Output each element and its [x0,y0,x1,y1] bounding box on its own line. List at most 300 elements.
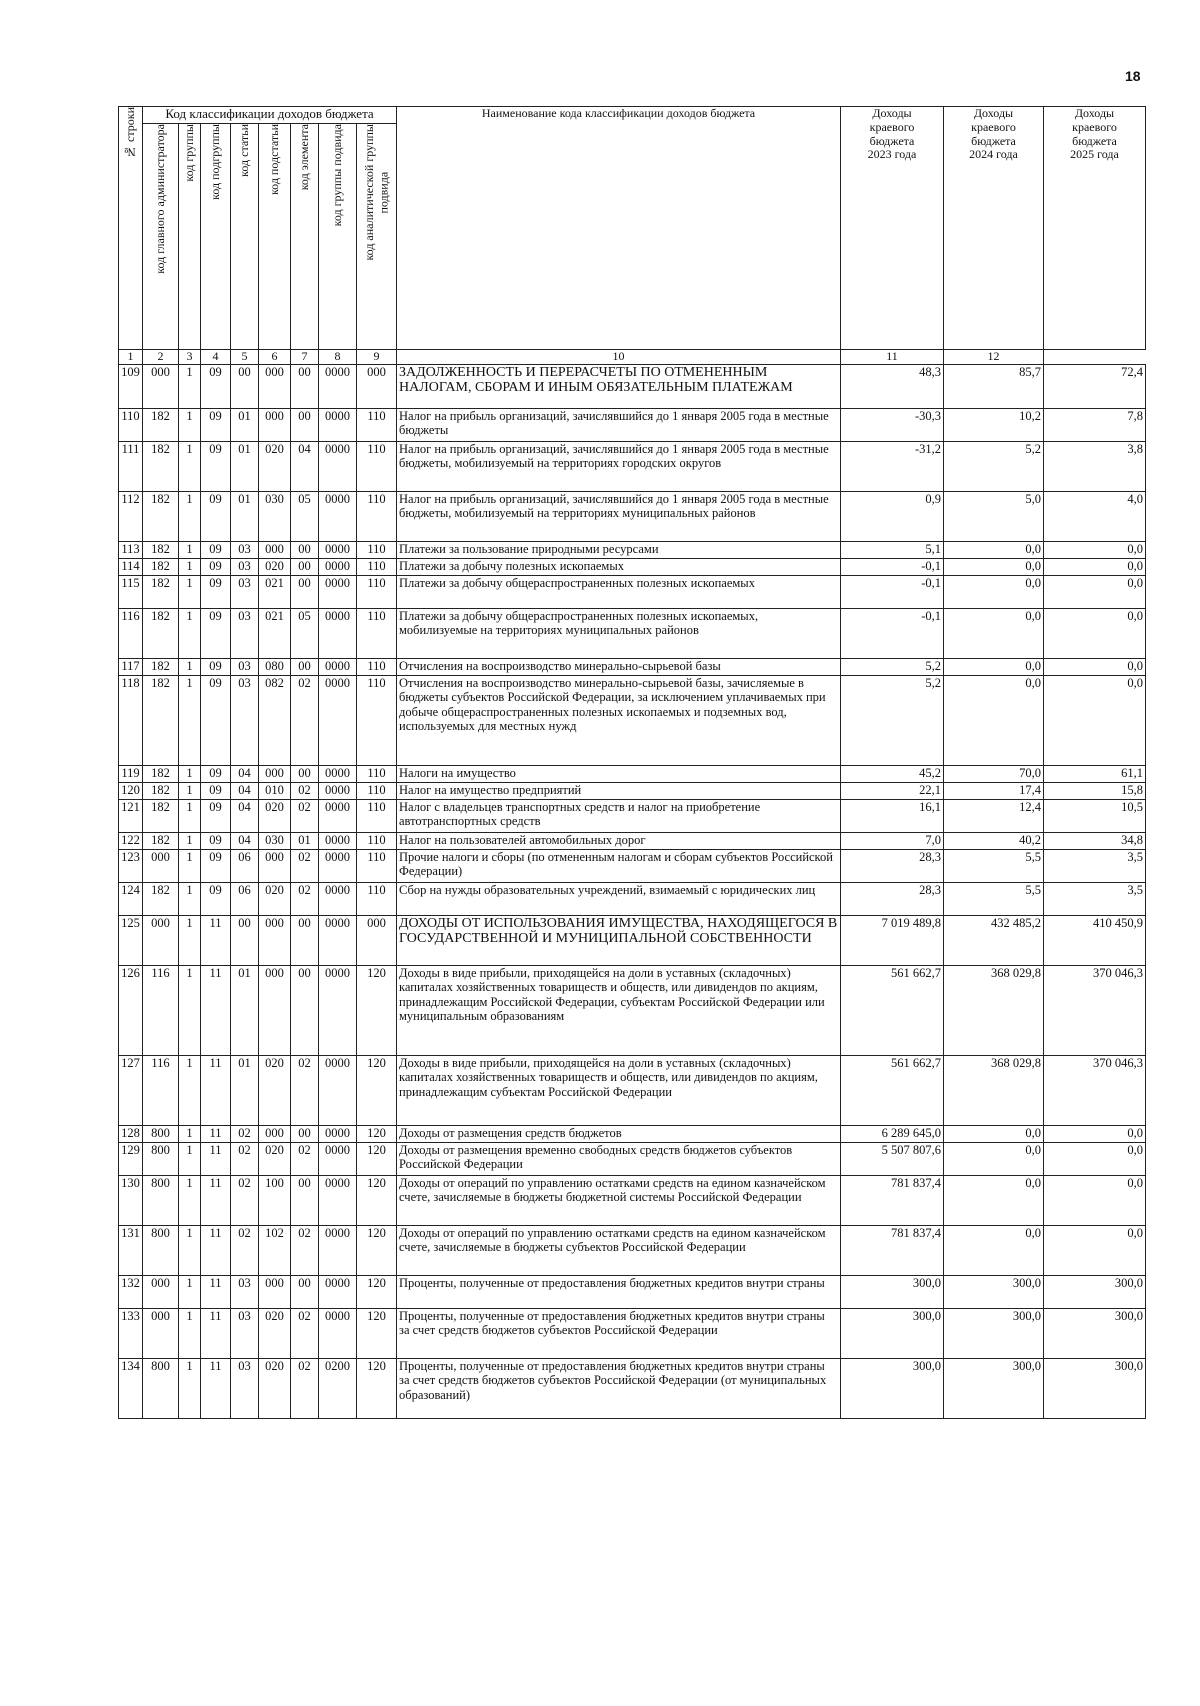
income-2023: 781 837,4 [841,1175,944,1225]
row-name: Проценты, полученные от предоставления бюджетных кредитов внутри страны за счет средств бюджетов субъектов Российской Федерации [397,1308,841,1358]
code-group: 1 [179,1358,201,1418]
income-2025: 10,5 [1044,799,1146,832]
row-number: 129 [119,1142,143,1175]
code-group: 1 [179,965,201,1055]
table-row [119,541,1146,558]
row-number: 112 [119,491,143,541]
code-article: 03 [231,1308,259,1358]
code-subgroup: 09 [201,541,231,558]
income-2024: 0,0 [944,1125,1044,1142]
code-article: 03 [231,1275,259,1308]
row-number: 123 [119,849,143,882]
code-subarticle: 020 [259,1055,291,1125]
income-2024: 0,0 [944,1225,1044,1275]
row-name: Платежи за добычу общераспространенных полезных ископаемых, мобилизуемые на территориях муниципальных районов [397,608,841,658]
code-subgroup: 09 [201,832,231,849]
income-2023: 5 507 807,6 [841,1142,944,1175]
column-number: 4 [201,350,231,365]
code-article: 03 [231,608,259,658]
row-name: Налог на прибыль организаций, зачислявшийся до 1 января 2005 года в местные бюджеты, мобилизуемый на территориях муниципальных районов [397,491,841,541]
row-number: 130 [119,1175,143,1225]
code-analytic-group: 110 [357,658,397,675]
table-row [119,675,1146,765]
code-element: 02 [291,1358,319,1418]
code-subarticle: 030 [259,832,291,849]
code-article: 02 [231,1125,259,1142]
income-2024: 300,0 [944,1308,1044,1358]
code-analytic-group: 110 [357,441,397,491]
table-row [119,832,1146,849]
code-article: 06 [231,882,259,915]
income-2023: 300,0 [841,1275,944,1308]
code-article: 01 [231,441,259,491]
code-subtype-group: 0000 [319,799,357,832]
table-row [119,1175,1146,1225]
code-subtype-group: 0000 [319,441,357,491]
code-subtype-group: 0000 [319,364,357,408]
income-2024: 0,0 [944,675,1044,765]
income-2025: 7,8 [1044,408,1146,441]
code-admin: 800 [143,1175,179,1225]
code-element: 05 [291,608,319,658]
code-analytic-group: 120 [357,1055,397,1125]
column-number: 9 [357,350,397,365]
code-admin: 182 [143,832,179,849]
column-number: 5 [231,350,259,365]
code-element: 04 [291,441,319,491]
code-subgroup: 09 [201,575,231,608]
table-row [119,915,1146,965]
code-analytic-group: 110 [357,882,397,915]
code-subtype-group: 0000 [319,915,357,965]
income-2025: 3,8 [1044,441,1146,491]
code-article: 04 [231,799,259,832]
code-group: 1 [179,575,201,608]
income-2024: 5,2 [944,441,1044,491]
income-2025: 15,8 [1044,782,1146,799]
code-element: 00 [291,1175,319,1225]
code-subarticle: 080 [259,658,291,675]
table-row [119,849,1146,882]
table-row [119,1055,1146,1125]
table-row [119,1142,1146,1175]
income-2023: 48,3 [841,364,944,408]
code-analytic-group: 120 [357,1175,397,1225]
code-group: 1 [179,1275,201,1308]
income-2025: 0,0 [1044,1175,1146,1225]
code-group: 1 [179,849,201,882]
column-number: 1 [119,350,143,365]
income-2024: 368 029,8 [944,965,1044,1055]
code-subarticle: 020 [259,441,291,491]
row-number: 125 [119,915,143,965]
income-2025: 370 046,3 [1044,1055,1146,1125]
code-subarticle: 020 [259,882,291,915]
code-subtype-group: 0000 [319,1175,357,1225]
code-subarticle: 000 [259,915,291,965]
code-subtype-group: 0000 [319,658,357,675]
income-2024: 300,0 [944,1358,1044,1418]
income-2025: 72,4 [1044,364,1146,408]
row-name: Доходы от операций по управлению остатками средств на едином казначейском счете, зачисляемые в бюджеты бюджетной системы Российской Федерации [397,1175,841,1225]
page-number: 18 [1125,68,1141,84]
code-subgroup: 09 [201,608,231,658]
code-article: 01 [231,1055,259,1125]
income-2023: 781 837,4 [841,1225,944,1275]
table-row [119,441,1146,491]
row-name: Прочие налоги и сборы (по отмененным налогам и сборам субъектов Российской Федерации) [397,849,841,882]
income-2023: 7 019 489,8 [841,915,944,965]
column-number: 10 [397,350,841,365]
code-analytic-group: 120 [357,1142,397,1175]
code-subtype-group: 0000 [319,832,357,849]
income-2025: 4,0 [1044,491,1146,541]
table-row [119,608,1146,658]
income-2025: 370 046,3 [1044,965,1146,1055]
row-name: Платежи за пользование природными ресурсами [397,541,841,558]
income-2023: 22,1 [841,782,944,799]
header-code-subarticle: код подстатьи [259,124,291,350]
table-row [119,765,1146,782]
income-2024: 5,5 [944,882,1044,915]
income-2023: -0,1 [841,575,944,608]
code-subtype-group: 0000 [319,882,357,915]
income-2023: 5,2 [841,675,944,765]
table-row [119,364,1146,408]
code-subarticle: 020 [259,558,291,575]
code-subtype-group: 0200 [319,1358,357,1418]
column-number: 3 [179,350,201,365]
income-2025: 0,0 [1044,1225,1146,1275]
row-name: Налог на пользователей автомобильных дорог [397,832,841,849]
code-admin: 182 [143,441,179,491]
header-row-top [119,107,1146,124]
header-code-subgroup: код подгруппы [201,124,231,350]
code-subtype-group: 0000 [319,608,357,658]
code-group: 1 [179,1225,201,1275]
header-code-group-col: код группы [179,124,201,350]
income-2025: 300,0 [1044,1358,1146,1418]
row-number: 118 [119,675,143,765]
income-2023: 6 289 645,0 [841,1125,944,1142]
code-subarticle: 000 [259,965,291,1055]
income-2024: 17,4 [944,782,1044,799]
code-subarticle: 000 [259,1125,291,1142]
code-subgroup: 11 [201,1308,231,1358]
header-code-subtype-group: код группы подвида [319,124,357,350]
code-subarticle: 021 [259,608,291,658]
row-number: 132 [119,1275,143,1308]
table-row [119,965,1146,1055]
code-element: 00 [291,558,319,575]
code-group: 1 [179,675,201,765]
code-article: 02 [231,1142,259,1175]
row-number: 114 [119,558,143,575]
code-subtype-group: 0000 [319,765,357,782]
code-admin: 800 [143,1225,179,1275]
row-number: 115 [119,575,143,608]
code-subgroup: 09 [201,675,231,765]
code-article: 04 [231,765,259,782]
code-element: 00 [291,658,319,675]
code-admin: 182 [143,799,179,832]
table-row [119,1225,1146,1275]
income-2023: 7,0 [841,832,944,849]
code-admin: 182 [143,675,179,765]
row-number: 117 [119,658,143,675]
code-admin: 182 [143,882,179,915]
code-article: 02 [231,1225,259,1275]
code-subgroup: 11 [201,1055,231,1125]
code-analytic-group: 000 [357,364,397,408]
code-analytic-group: 120 [357,1125,397,1142]
row-name: Платежи за добычу общераспространенных полезных ископаемых [397,575,841,608]
income-2023: 0,9 [841,491,944,541]
row-number: 110 [119,408,143,441]
row-name: Доходы от операций по управлению остатками средств на едином казначейском счете, зачисляемые в бюджеты субъектов Российской Федерации [397,1225,841,1275]
code-subtype-group: 0000 [319,1275,357,1308]
income-2025: 61,1 [1044,765,1146,782]
code-element: 02 [291,799,319,832]
row-name: Сбор на нужды образовательных учреждений, взимаемый с юридических лиц [397,882,841,915]
table-row [119,1125,1146,1142]
code-subtype-group: 0000 [319,408,357,441]
code-article: 03 [231,558,259,575]
code-group: 1 [179,1175,201,1225]
income-2024: 0,0 [944,658,1044,675]
row-number: 119 [119,765,143,782]
code-group: 1 [179,832,201,849]
code-group: 1 [179,799,201,832]
income-2024: 0,0 [944,575,1044,608]
code-element: 01 [291,832,319,849]
row-number: 126 [119,965,143,1055]
code-subarticle: 020 [259,799,291,832]
row-name: ДОХОДЫ ОТ ИСПОЛЬЗОВАНИЯ ИМУЩЕСТВА, НАХОДЯЩЕГОСЯ В ГОСУДАРСТВЕННОЙ И МУНИЦИПАЛЬНОЙ СОБСТВЕННОСТИ [397,915,841,965]
code-admin: 000 [143,1275,179,1308]
income-2023: 28,3 [841,849,944,882]
code-element: 00 [291,364,319,408]
code-subarticle: 000 [259,408,291,441]
row-name: Налог на прибыль организаций, зачислявшийся до 1 января 2005 года в местные бюджеты [397,408,841,441]
code-element: 02 [291,849,319,882]
code-subtype-group: 0000 [319,575,357,608]
row-name: Доходы от размещения временно свободных средств бюджетов субъектов Российской Федерации [397,1142,841,1175]
code-admin: 182 [143,782,179,799]
code-subarticle: 030 [259,491,291,541]
code-element: 00 [291,1125,319,1142]
income-2025: 0,0 [1044,1125,1146,1142]
code-analytic-group: 110 [357,799,397,832]
code-subgroup: 11 [201,1125,231,1142]
code-analytic-group: 120 [357,1308,397,1358]
code-subarticle: 020 [259,1308,291,1358]
code-subarticle: 000 [259,849,291,882]
table-row [119,408,1146,441]
budget-table-wrapper [118,106,1146,1419]
code-group: 1 [179,364,201,408]
income-2025: 0,0 [1044,541,1146,558]
code-subgroup: 09 [201,491,231,541]
code-article: 02 [231,1175,259,1225]
code-admin: 000 [143,849,179,882]
code-article: 03 [231,541,259,558]
income-2023: 561 662,7 [841,1055,944,1125]
column-number: 11 [841,350,944,365]
income-2025: 300,0 [1044,1275,1146,1308]
code-subgroup: 09 [201,364,231,408]
code-group: 1 [179,882,201,915]
income-2023: 5,1 [841,541,944,558]
code-article: 01 [231,965,259,1055]
code-admin: 000 [143,1308,179,1358]
row-number: 116 [119,608,143,658]
table-body [119,364,1146,1418]
income-2025: 0,0 [1044,1142,1146,1175]
code-subgroup: 09 [201,408,231,441]
code-group: 1 [179,1125,201,1142]
code-group: 1 [179,1308,201,1358]
income-2023: 300,0 [841,1358,944,1418]
code-subgroup: 11 [201,1275,231,1308]
header-code-article: код статьи [231,124,259,350]
code-analytic-group: 110 [357,575,397,608]
row-name: Налог на имущество предприятий [397,782,841,799]
code-article: 06 [231,849,259,882]
code-element: 00 [291,915,319,965]
code-element: 00 [291,575,319,608]
table-row [119,1275,1146,1308]
row-name: Налоги на имущество [397,765,841,782]
table-row [119,1308,1146,1358]
code-group: 1 [179,658,201,675]
income-2024: 0,0 [944,1175,1044,1225]
budget-revenue-table [118,106,1146,1419]
code-admin: 182 [143,558,179,575]
income-2025: 0,0 [1044,608,1146,658]
income-2024: 300,0 [944,1275,1044,1308]
code-element: 02 [291,782,319,799]
code-subarticle: 020 [259,1358,291,1418]
table-row [119,882,1146,915]
code-group: 1 [179,608,201,658]
code-analytic-group: 110 [357,608,397,658]
income-2023: 28,3 [841,882,944,915]
code-analytic-group: 110 [357,765,397,782]
income-2025: 0,0 [1044,658,1146,675]
row-number: 121 [119,799,143,832]
code-article: 00 [231,364,259,408]
row-name: Проценты, полученные от предоставления бюджетных кредитов внутри страны [397,1275,841,1308]
row-number: 128 [119,1125,143,1142]
code-subgroup: 11 [201,965,231,1055]
code-element: 02 [291,1225,319,1275]
code-admin: 116 [143,965,179,1055]
income-2024: 5,5 [944,849,1044,882]
header-row-number: № строки [119,107,143,350]
header-income-2023: Доходы краевого бюджета 2023 года [841,107,944,350]
code-subgroup: 09 [201,882,231,915]
income-2024: 85,7 [944,364,1044,408]
code-subarticle: 000 [259,541,291,558]
row-name: Проценты, полученные от предоставления бюджетных кредитов внутри страны за счет средств бюджетов субъектов Российской Федерации (от муниципальных образований) [397,1358,841,1418]
code-article: 04 [231,832,259,849]
code-admin: 800 [143,1142,179,1175]
code-subgroup: 09 [201,849,231,882]
code-admin: 182 [143,541,179,558]
code-article: 03 [231,658,259,675]
code-group: 1 [179,1142,201,1175]
code-analytic-group: 120 [357,1275,397,1308]
code-admin: 182 [143,765,179,782]
income-2025: 34,8 [1044,832,1146,849]
income-2024: 12,4 [944,799,1044,832]
header-code-group: Код классификации доходов бюджета [143,107,397,124]
row-number: 131 [119,1225,143,1275]
code-admin: 182 [143,575,179,608]
code-group: 1 [179,558,201,575]
row-number: 111 [119,441,143,491]
code-subarticle: 000 [259,1275,291,1308]
column-number: 2 [143,350,179,365]
code-analytic-group: 110 [357,782,397,799]
code-subtype-group: 0000 [319,782,357,799]
code-admin: 000 [143,915,179,965]
header-income-2024: Доходы краевого бюджета 2024 года [944,107,1044,350]
header-income-2025: Доходы краевого бюджета 2025 года [1044,107,1146,350]
income-2024: 0,0 [944,558,1044,575]
code-subarticle: 010 [259,782,291,799]
table-row [119,558,1146,575]
code-subtype-group: 0000 [319,491,357,541]
income-2023: 5,2 [841,658,944,675]
code-group: 1 [179,408,201,441]
code-article: 01 [231,491,259,541]
code-group: 1 [179,491,201,541]
code-element: 00 [291,1275,319,1308]
code-article: 03 [231,575,259,608]
row-name: Налог на прибыль организаций, зачислявшийся до 1 января 2005 года в местные бюджеты, мобилизуемый на территориях городских округов [397,441,841,491]
code-admin: 182 [143,658,179,675]
code-subtype-group: 0000 [319,965,357,1055]
code-element: 00 [291,765,319,782]
row-name: Отчисления на воспроизводство минерально-сырьевой базы, зачисляемые в бюджеты субъектов Российской Федерации, за исключением уплачиваемых при добыче общераспространенных полезных ископаемых и подземных вод, используемых для местных нужд [397,675,841,765]
row-name: Налог с владельцев транспортных средств и налог на приобретение автотранспортных средств [397,799,841,832]
code-group: 1 [179,915,201,965]
row-number: 127 [119,1055,143,1125]
row-number: 124 [119,882,143,915]
code-subarticle: 021 [259,575,291,608]
code-subgroup: 11 [201,1175,231,1225]
code-analytic-group: 120 [357,1358,397,1418]
code-analytic-group: 110 [357,541,397,558]
code-subgroup: 09 [201,441,231,491]
row-name: Доходы в виде прибыли, приходящейся на доли в уставных (складочных) капиталах хозяйственных товариществ и обществ, или дивидендов по акциям, принадлежащим Российской Федерации, субъектам Российской Федерации или муниципальным образованиям [397,965,841,1055]
income-2023: -0,1 [841,608,944,658]
code-subarticle: 102 [259,1225,291,1275]
code-subgroup: 11 [201,1142,231,1175]
income-2023: -0,1 [841,558,944,575]
income-2023: 561 662,7 [841,965,944,1055]
code-subtype-group: 0000 [319,1055,357,1125]
income-2024: 368 029,8 [944,1055,1044,1125]
income-2024: 0,0 [944,608,1044,658]
code-subgroup: 09 [201,782,231,799]
code-group: 1 [179,541,201,558]
code-element: 05 [291,491,319,541]
code-admin: 000 [143,364,179,408]
code-element: 00 [291,965,319,1055]
